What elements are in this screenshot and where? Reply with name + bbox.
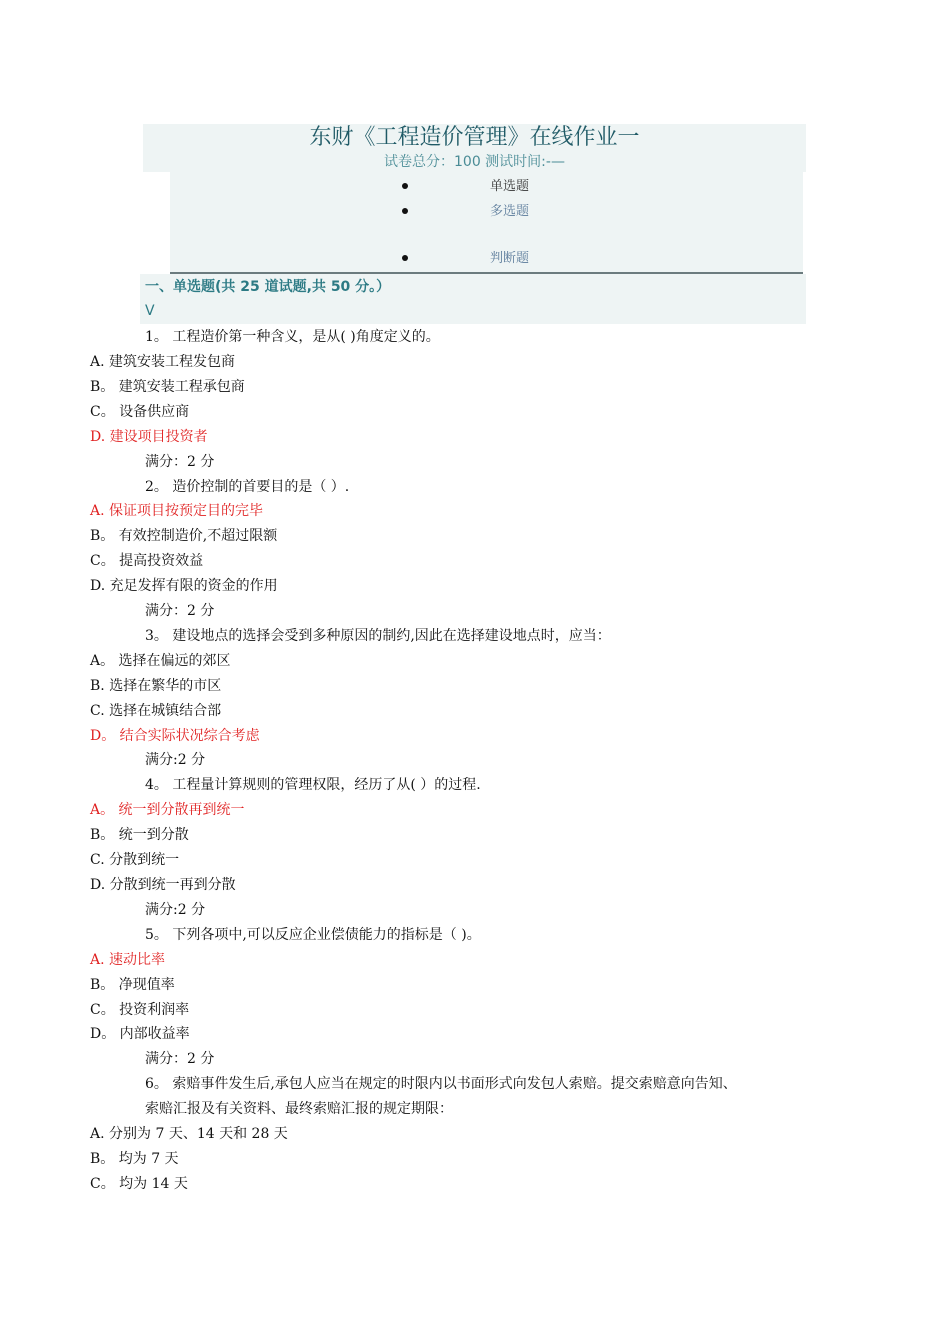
answer-option: C。 投资利润率 — [90, 1002, 190, 1018]
answer-option: B。 均为 7 天 — [90, 1151, 179, 1167]
nav-item-multiple-choice[interactable] — [170, 202, 803, 222]
answer-option: D. 充足发挥有限的资金的作用 — [90, 578, 278, 594]
answer-option: C. 选择在城镇结合部 — [90, 703, 222, 719]
answer-option: C。 均为 14 天 — [90, 1176, 188, 1192]
question-type-nav — [170, 172, 803, 274]
answer-option: B。 净现值率 — [90, 977, 175, 993]
answer-option-correct: D。 结合实际状况综合考虑 — [90, 728, 260, 744]
answer-option: C. 分散到统一 — [90, 852, 180, 868]
question-score: 满分:2 分 — [145, 902, 206, 918]
answer-option: B. 选择在繁华的市区 — [90, 678, 222, 694]
question-stem: 1。 工程造价第一种含义，是从( )角度定义的。 — [145, 329, 440, 345]
bullet-icon — [402, 208, 408, 214]
page-title: 东财《工程造价管理》在线作业一 — [309, 125, 640, 150]
answer-option: C。 提高投资效益 — [90, 553, 204, 569]
question-stem: 6。 索赔事件发生后,承包人应当在规定的时限内以书面形式向发包人索赔。提交索赔意向告知、 — [145, 1076, 737, 1092]
answer-option: A。 选择在偏远的郊区 — [90, 653, 231, 669]
nav-item-true-false[interactable] — [170, 249, 803, 269]
question-stem: 2。 造价控制的首要目的是（ ）. — [145, 479, 350, 495]
nav-item-label[interactable]: 多选题 — [490, 204, 530, 219]
answer-option: B。 统一到分散 — [90, 827, 189, 843]
answer-option: B。 有效控制造价,不超过限额 — [90, 528, 278, 544]
answer-option-correct: A. 速动比率 — [90, 952, 166, 968]
answer-option-correct: A。 统一到分散再到统一 — [90, 802, 245, 818]
answer-option: A. 分别为 7 天、14 天和 28 天 — [90, 1126, 288, 1142]
bullet-icon — [402, 255, 408, 261]
answer-option: D。 内部收益率 — [90, 1026, 190, 1042]
section-mark: V — [145, 303, 155, 319]
answer-option: A. 建筑安装工程发包商 — [90, 354, 236, 370]
question-stem-continued: 索赔汇报及有关资料、最终索赔汇报的规定期限： — [145, 1101, 453, 1117]
question-score: 满分:2 分 — [145, 752, 206, 768]
answer-option: C。 设备供应商 — [90, 404, 190, 420]
question-stem: 4。 工程量计算规则的管理权限，经历了从( ）的过程. — [145, 777, 481, 793]
nav-item-label[interactable]: 单选题 — [490, 179, 530, 194]
question-score: 满分：2 分 — [145, 1051, 215, 1067]
answer-option: B。 建筑安装工程承包商 — [90, 379, 245, 395]
section-title: 一、单选题(共 25 道试题,共 50 分。） — [145, 279, 391, 295]
question-score: 满分：2 分 — [145, 603, 215, 619]
nav-item-label[interactable]: 判断题 — [490, 251, 530, 266]
question-score: 满分：2 分 — [145, 454, 215, 470]
question-stem: 5。 下列各项中,可以反应企业偿债能力的指标是（ )。 — [145, 927, 481, 943]
nav-item-single-choice[interactable] — [170, 177, 803, 197]
bullet-icon — [402, 183, 408, 189]
page-subtitle: 试卷总分：100 测试时间:-— — [384, 154, 565, 170]
answer-option-correct: A. 保证项目按预定目的完毕 — [90, 503, 264, 519]
question-stem: 3。 建设地点的选择会受到多种原因的制约,因此在选择建设地点时，应当： — [145, 628, 611, 644]
answer-option: D. 分散到统一再到分散 — [90, 877, 236, 893]
answer-option-correct: D. 建设项目投资者 — [90, 429, 208, 445]
